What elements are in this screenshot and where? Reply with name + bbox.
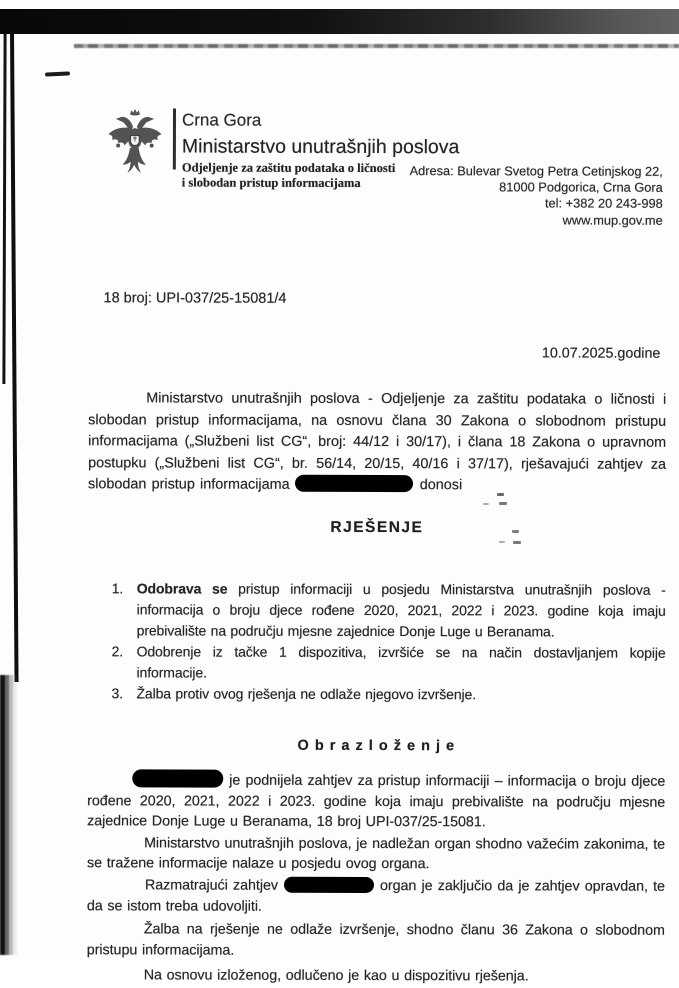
decision-item <box>88 641 666 685</box>
letterhead-divider <box>173 108 176 169</box>
item-number: 1. <box>111 580 124 597</box>
address-website: www.mup.gov.me <box>562 212 663 228</box>
reference-number: 18 broj: UPI-037/25-15081/4 <box>103 290 287 307</box>
scan-left-bottom-smudge <box>0 675 17 955</box>
item-number: 2. <box>111 643 124 660</box>
redaction-bar <box>132 769 223 787</box>
item-number: 3. <box>111 685 123 702</box>
department-name-line2: i slobodan pristup informacijama <box>181 175 361 190</box>
document-date: 10.07.2025.godine <box>541 345 661 362</box>
letterhead <box>89 99 667 232</box>
decision-item <box>88 578 666 643</box>
document-title: RJEŠENJE <box>330 518 424 537</box>
address-street: Adresa: Bulevar Svetog Petra Cetinjskog 22, <box>409 163 663 179</box>
paragraph-text: je podnijela zahtjev za pristup informaciji – informacija o broju djece rođene 2020, 2021, 2022 i 2023. godine koja imaju prebivalište na području mjesne zajednice Donje Luge u Beranama, 18 broj UPI-037/25-15081. <box>87 772 666 831</box>
intro-text: Ministarstvo unutrašnjih poslova - Odjeljenje za zaštitu podataka o ličnosti i slobodan pristup informacijama, na osnovu člana 30 Zakona o slobodnom pristupu informacijama („Službeni list CG“, broj: 44/12 i 30/17), i člana 18 Zakona o upravnom postupku („Službeni list CG“, br. 56/14, 20/15, 40/16 i 37/17), rješavajući zahtjev za slobodan pristup informacijama <box>88 390 667 494</box>
explanation-paragraph-2: Ministarstvo unutrašnjih poslova, je nadležan organ shodno važećim zakonima, te se tražene informacije nalaze u posjedu ovog organa. <box>87 835 666 873</box>
redaction-bar <box>295 475 413 492</box>
scan-left-edge-line <box>2 34 6 384</box>
explanation-paragraph-5: Na osnovu izloženog, odlučeno je kao u dispozitivu rješenja. <box>143 967 529 985</box>
explanation-paragraph-3 <box>87 875 665 918</box>
intro-paragraph <box>88 388 666 497</box>
item-text: Žalba protiv ovog rješenja ne odlaže njegovo izvršenje. <box>136 685 477 703</box>
item-text: pristup informaciji u posjedu Ministarstva unutrašnjih poslova - informacija o broju djece rođene 2020, 2021, 2022 i 2023. godine koja imaju prebivalište na području mjesne zajednice Donje Luge u Beranama. <box>136 580 666 640</box>
address-phone: tel: +382 20 243-998 <box>544 195 663 212</box>
paragraph-text: organ je zaključio da je zahtjev opravdan, te da se istom treba udovoljiti. <box>86 877 665 915</box>
item-bold-lead: Odobrava se <box>136 580 228 597</box>
country-name: Crna Gora <box>181 110 262 130</box>
explanation-paragraph-4: Žalba na rješenje ne odlaže izvršenje, shodno članu 36 Zakona o slobodnom pristupu informacijama. <box>86 921 665 959</box>
department-name-line1: Odjeljenje za zaštitu podataka o ličnosti <box>181 160 396 176</box>
scan-pen-mark <box>45 71 70 76</box>
document-content <box>87 0 668 988</box>
coat-of-arms-icon <box>104 101 166 185</box>
address-city: 81000 Podgorica, Crna Gora <box>499 179 663 195</box>
address-block <box>409 163 662 228</box>
ministry-name: Ministarstvo unutrašnjih poslova <box>181 135 460 159</box>
decision-list <box>87 578 665 706</box>
decision-item <box>87 683 665 706</box>
paragraph-text: Razmatrajući zahtjev <box>144 877 278 894</box>
item-text: Odobrenje iz tačke 1 dispozitiva, izvršiće se na način dostavljanjem kopije informacije. <box>136 643 666 681</box>
explanation-title: O b r a z l o ž e n j e <box>297 737 456 755</box>
intro-closing: donosi <box>419 477 463 494</box>
explanation-paragraph-1 <box>87 769 665 833</box>
scan-left-fold-line <box>10 32 19 682</box>
redaction-bar <box>284 877 374 893</box>
